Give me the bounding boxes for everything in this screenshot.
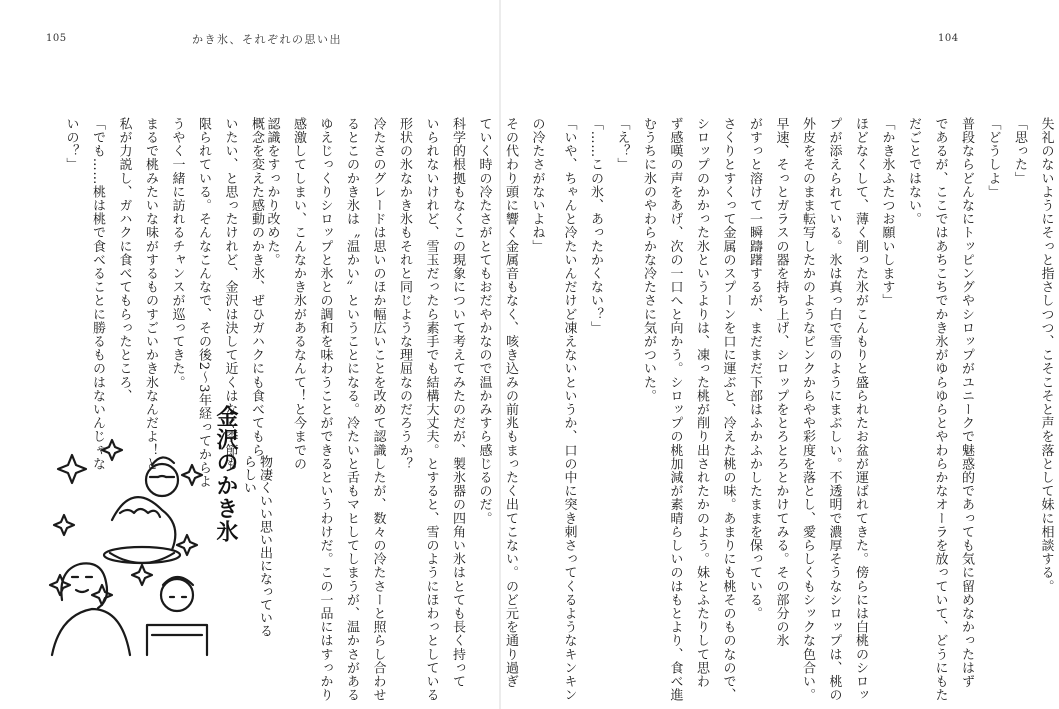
- body-text-line: 外皮をそのまま転写したかのようなピンクからやや彩度を落とし、愛らしくもシックな色合い。: [800, 117, 815, 702]
- body-text-line: 「……この氷、あったかくない？」: [588, 117, 603, 335]
- left-page-body-upper-block: [258, 117, 550, 702]
- body-text-line: ていく時の冷たさがとてもおだやかなので温かみすら感じるのだ。: [476, 117, 492, 525]
- running-head: かき氷、それぞれの思い出: [192, 33, 342, 46]
- body-text-line: ゆえじっくりシロップと氷との調和を味わうことができるというわけだ。この一品にはすっかり: [317, 117, 333, 702]
- body-text-line: 形状の氷なかき氷もそれと同じような理屈なのだろうか？: [397, 117, 412, 471]
- body-text-line: 私が力説し、ガハクに食べてもらったところ、: [116, 117, 132, 403]
- sketch-caption-kanazawa: 金沢のかき氷: [213, 405, 238, 543]
- body-text-line: さくりとすくって金属のスプーンを口に運ぶと、冷えた桃の味。あまりにも桃そのものなので、: [720, 117, 736, 702]
- body-text-line: 科学的根拠もなくこの現象について考えてみたのだが、製氷器の四角い氷はとても長く持って: [450, 117, 465, 689]
- body-text-line: の冷たさがないよね」: [529, 117, 545, 253]
- body-text-line: シロップのかかった氷というよりは、凍った桃が削り出されたかのよう。妹とふたりして思わ: [694, 117, 709, 689]
- body-text-line: るとこのかき氷は〝温かい〟ということになる。冷たいと舌もマヒしてしまうが、温かさがある: [344, 117, 359, 702]
- body-text-line: 「いや、ちゃんと冷たいんだけど凍えないというか、口の中に突き刺さってくるようなキンキン: [561, 117, 577, 702]
- body-text-line: ほどなくして、薄く削った氷がこんもりと盛られたお盆が運ばれてきた。傍らには白桃のシロッ: [853, 117, 868, 702]
- body-text-line: プが添えられている。氷は真っ白で雪のようにまぶしい。不透明で濃厚そうなシロップは、桃の: [826, 117, 842, 702]
- body-text-line: 限られている。そんなこんなで、その後2〜3年経ってからよ: [196, 117, 211, 489]
- body-text-line: その代わり頭に響く金属音もなく、咳き込みの前兆もまったく出てこない。のど元を通り過ぎ: [503, 117, 518, 689]
- body-text-line: 「思った」: [1012, 117, 1027, 185]
- body-text-line: いられないけれど、雪玉だったら素手でも結構大丈夫。とすると、雪のようにほわっとしている: [423, 117, 439, 702]
- page-number-right: 104: [938, 33, 959, 44]
- sketch-caption-memory: 物凄くいい思い出になっているらしい: [241, 455, 272, 637]
- body-text-line: 「どうしよ」: [985, 117, 1001, 199]
- body-text-line: うやく一緒に訪れるチャンスが巡ってきた。: [169, 117, 185, 389]
- body-text-line: 「え？」: [614, 117, 630, 172]
- body-text-line: むうちに氷のやわらかな冷たさに気がついた。: [641, 117, 656, 403]
- body-text-line: いの？」: [63, 117, 79, 172]
- body-text-line: 感激してしまい、こんなかき氷があるなんて！と今までの: [291, 117, 306, 471]
- body-text-line: 認識をすっかり改めた。: [264, 117, 280, 267]
- page-number-left: 105: [46, 33, 67, 44]
- body-text-line: がすっと溶けて一瞬躊躇するが、まだまだ下部はふかふかしたままを保っている。: [747, 117, 762, 621]
- body-text-line: であるが、ここではあちこちでかき氷がゆらゆらとやわらかなオーラを放っていて、どうにもた: [932, 117, 948, 702]
- body-text-line: だごとではない。: [906, 117, 921, 226]
- body-text-line: いたい、と思ったけれど、金沢は決して近くはなく季節も: [222, 117, 238, 471]
- kakigori-sketch-illustration: [42, 405, 272, 655]
- body-text-line: 早速、そっとガラスの器を持ち上げ、シロップをとろとろとかけてみる。その部分の氷: [773, 117, 789, 648]
- body-text-line: 普段ならどんなにトッピングやシロップがユニークで魅惑的であっても気に留めなかったはず: [959, 117, 974, 689]
- body-text-line: 失礼のないようにそっと指さしつつ、こそこそと声を落として妹に相談する。: [1038, 117, 1054, 593]
- body-text-line: 冷たさのグレードは思いのほか幅広いことを改めて認識したが、数々の冷たさーと照らし合わせ: [370, 117, 386, 702]
- body-text-line: ず感嘆の声をあげ、次の一口へと向かう。シロップの桃加減が素晴らしいのはもとより、食べ進: [667, 117, 683, 702]
- body-text-line: まるで桃みたいな味がするものすごいかき氷なんだよ！と: [143, 117, 158, 471]
- right-page-body: [555, 117, 1059, 702]
- body-text-line: 「でも……桃は桃で食べることに勝るものはないんじゃな: [90, 117, 105, 471]
- body-text-line: 概念を変えた感動のかき氷、ぜひガハクにも食べてもら: [249, 117, 264, 457]
- body-text-line: 「かき氷ふたつお願いします」: [879, 117, 895, 308]
